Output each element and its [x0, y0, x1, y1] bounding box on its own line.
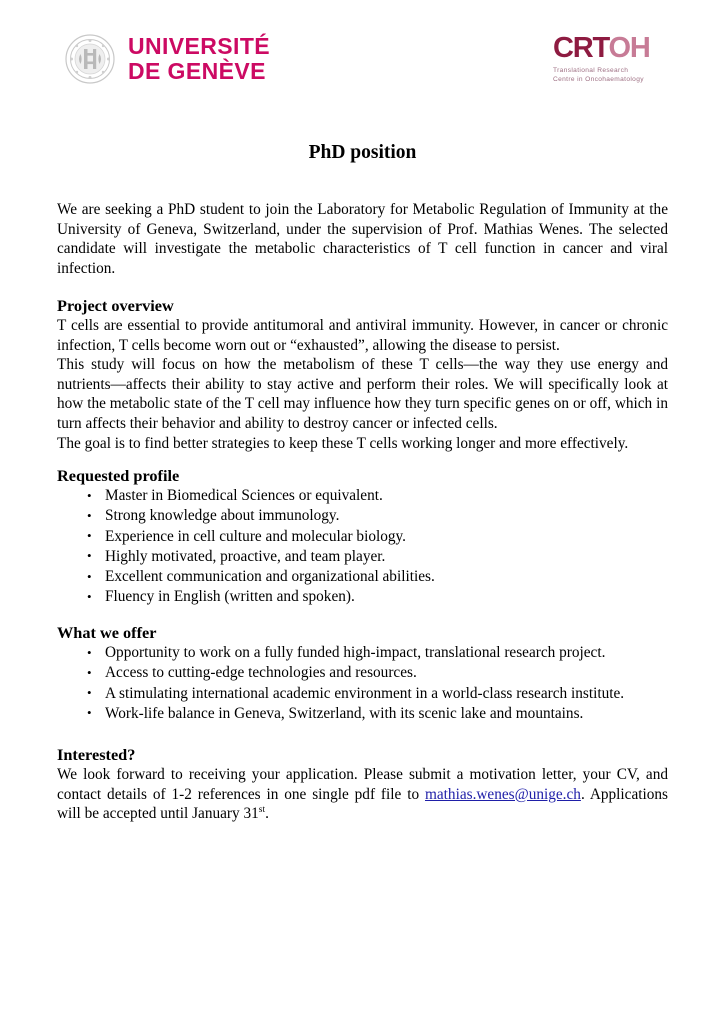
project-overview-paragraph-2: This study will focus on how the metabolism of these T cells—the way they use energy and nutrients—affects their ability to stay active and perform their roles. We will specifically look at how the metabolic state of the T cell may influence how they turn specific genes on or off, which in turn affects their behavior and ability to destroy cancer or infected cells.	[57, 356, 668, 432]
closing-paragraph	[57, 765, 668, 824]
crtoh-acronym-light: OH	[608, 32, 650, 64]
crtoh-subtitle	[553, 67, 683, 84]
project-overview-paragraph-1: T cells are essential to provide antitumoral and antiviral immunity. However, in cancer or chronic infection, T cells become worn out or “exhausted”, allowing the disease to persist.	[57, 317, 668, 354]
what-we-offer-list	[57, 643, 668, 724]
document-header	[0, 0, 724, 110]
list-item: • Work-life balance in Geneva, Switzerland, with its scenic lake and mountains.	[57, 704, 668, 724]
unige-wordmark-line1: UNIVERSITÉ	[128, 33, 271, 59]
section-project-overview	[57, 295, 668, 453]
section-heading-project-overview: Project overview	[57, 296, 174, 315]
crtoh-subtitle-line2: Centre in Oncohaematology	[553, 75, 644, 83]
section-interested	[57, 744, 668, 824]
intro-paragraph-block	[57, 200, 668, 278]
closing-text-before: We look forward to receiving your application. Please submit a motivation letter, your CV, and contact details of 1-2 references in one single pdf file to	[57, 766, 668, 803]
section-heading-what-we-offer: What we offer	[57, 623, 157, 642]
crtoh-logo	[553, 34, 683, 84]
unige-wordmark	[128, 34, 270, 84]
university-seal-icon	[64, 33, 116, 85]
project-overview-paragraph-3: The goal is to find better strategies to keep these T cells working longer and more effectively.	[57, 434, 629, 452]
list-item: • Excellent communication and organizational abilities.	[57, 567, 668, 587]
list-item: • Highly motivated, proactive, and team player.	[57, 547, 668, 567]
section-requested-profile	[57, 465, 668, 608]
crtoh-acronym	[553, 34, 683, 63]
list-item: • Opportunity to work on a fully funded high-impact, translational research project.	[57, 643, 668, 663]
ordinal-suffix: st	[258, 805, 266, 816]
list-item: • Access to cutting-edge technologies and resources.	[57, 663, 668, 683]
crtoh-acronym-dark: CRT	[553, 32, 609, 64]
requested-profile-list	[57, 486, 668, 608]
closing-text-end: .	[265, 805, 269, 823]
list-item: • Strong knowledge about immunology.	[57, 506, 668, 526]
list-item: • Master in Biomedical Sciences or equivalent.	[57, 486, 668, 506]
unige-logo	[64, 33, 270, 85]
list-item: • Experience in cell culture and molecular biology.	[57, 527, 668, 547]
list-item: • A stimulating international academic environment in a world-class research institute.	[57, 684, 668, 704]
closing-text-after: . Applications will be accepted until January 31	[57, 785, 668, 823]
crtoh-subtitle-line1: Translational Research	[553, 67, 629, 74]
email-link[interactable]: mathias.wenes@unige.ch	[424, 785, 581, 803]
section-heading-interested: Interested?	[57, 745, 136, 764]
page-title: PhD position	[308, 142, 417, 163]
section-heading-requested-profile: Requested profile	[57, 466, 180, 485]
list-item: • Fluency in English (written and spoken).	[57, 587, 668, 607]
intro-paragraph: We are seeking a PhD student to join the Laboratory for Metabolic Regulation of Immunity at the University of Geneva, Switzerland, under the supervision of Prof. Mathias Wenes. The selected candidate will investigate the metabolic characteristics of T cell function in cancer and viral infection.	[57, 201, 668, 277]
section-what-we-offer	[57, 622, 668, 724]
unige-wordmark-line2: DE GENÈVE	[128, 58, 266, 84]
